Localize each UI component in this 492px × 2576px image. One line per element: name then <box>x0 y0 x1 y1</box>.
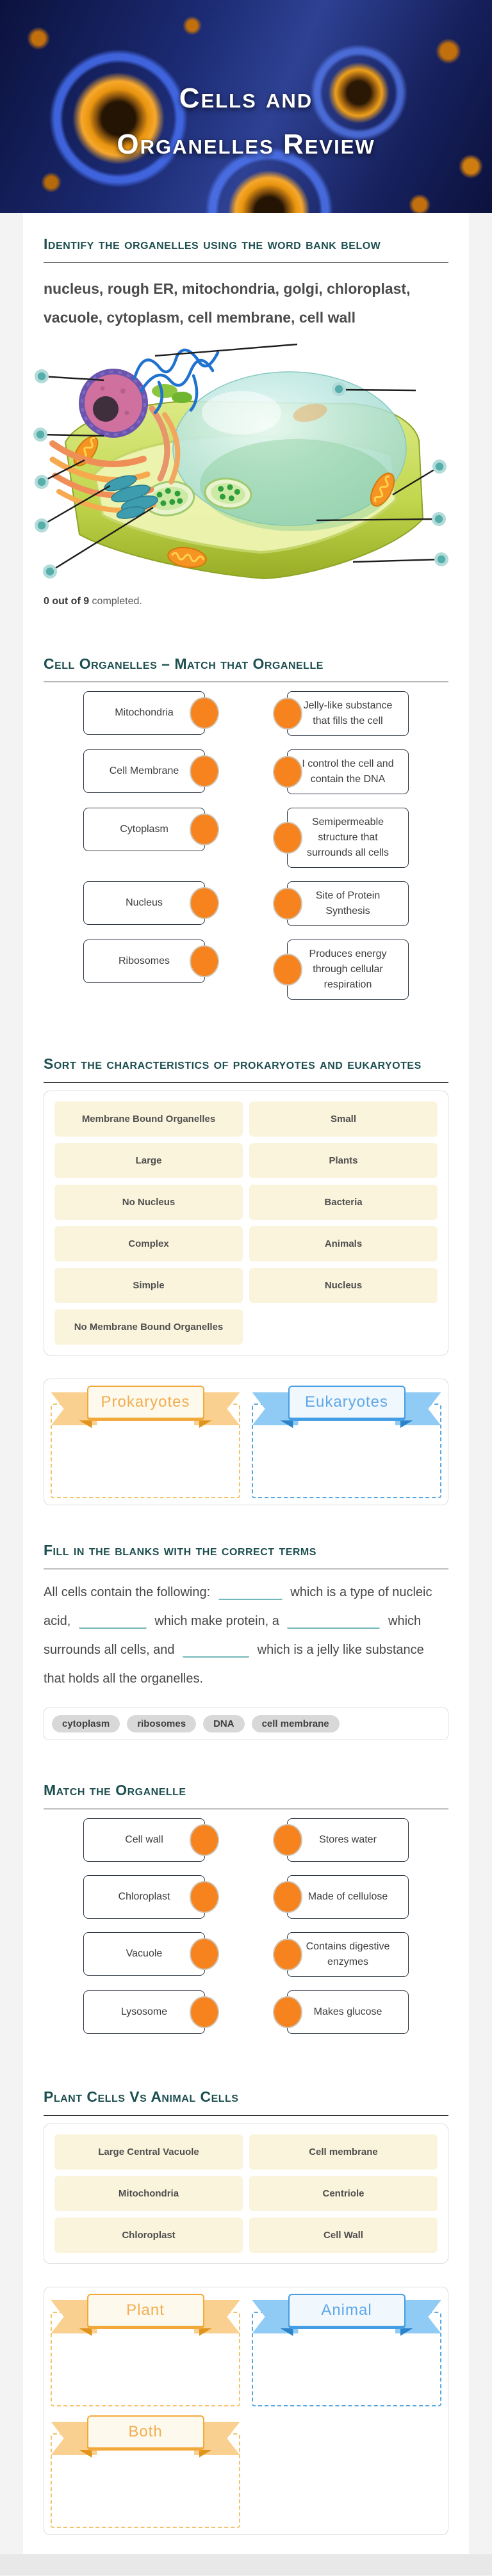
match-row <box>44 1990 448 2034</box>
section-sort-prokaryotes-eukaryotes <box>44 1055 448 1505</box>
bucket-label: Animal <box>288 2294 406 2329</box>
match-definition-label: Makes glucose <box>313 2006 382 2018</box>
match-term-label: Nucleus <box>126 897 163 909</box>
organelle-drop-target[interactable] <box>43 564 57 579</box>
word-chip[interactable]: DNA <box>203 1715 245 1732</box>
section-title-sort1: Sort the characteristics of prokaryotes and eukaryotes <box>44 1055 422 1073</box>
fill-text: which is a type of nucleic acid, <box>44 1585 432 1629</box>
match-definition-card <box>287 1990 409 2034</box>
bucket-label: Both <box>87 2415 204 2451</box>
organelle-drop-target[interactable] <box>432 460 447 474</box>
sort-chip[interactable]: Membrane Bound Organelles <box>54 1101 243 1137</box>
match-term-card <box>83 691 205 735</box>
match-connector-dot[interactable] <box>273 698 302 730</box>
progress-count: 0 out of 9 <box>44 595 90 607</box>
match-definition-label: Stores water <box>319 1834 377 1846</box>
section-title-fill: Fill in the blanks with the correct terms <box>44 1542 316 1559</box>
sort-buckets <box>44 1379 448 1505</box>
match-term-card <box>83 1875 205 1919</box>
fill-text: which is a jelly like substance that holds all the organelles. <box>44 1643 424 1686</box>
match-connector-dot[interactable] <box>273 954 302 986</box>
fill-text: which surrounds all cells, and <box>44 1614 422 1658</box>
worksheet-title-line2: Organelles Review <box>117 128 375 160</box>
match-connector-dot[interactable] <box>190 755 219 787</box>
sort-buckets <box>44 2287 448 2535</box>
match-term-label: Vacuole <box>126 1948 163 1960</box>
bucket-label: Eukaryotes <box>288 1386 406 1421</box>
sort-chip[interactable]: Simple <box>54 1268 243 1303</box>
match-rows <box>44 1818 448 2034</box>
match-term-label: Cytoplasm <box>120 824 168 835</box>
match-term-label: Chloroplast <box>118 1891 170 1903</box>
sort-chip[interactable]: Plants <box>249 1143 438 1178</box>
match-connector-dot[interactable] <box>273 1824 302 1856</box>
match-connector-dot[interactable] <box>273 888 302 920</box>
match-connector-dot[interactable] <box>190 1824 219 1856</box>
match-term-card <box>83 881 205 925</box>
page-bottom-strip <box>0 2554 492 2575</box>
section-title-identify: Identify the organelles using the word bank below <box>44 236 381 252</box>
match-rows <box>44 691 448 1000</box>
match-term-label: Mitochondria <box>115 707 174 719</box>
match-connector-dot[interactable] <box>273 756 302 788</box>
match-row <box>44 1875 448 1919</box>
sort-chip[interactable]: Complex <box>54 1226 243 1261</box>
match-definition-card <box>287 1875 409 1919</box>
fill-word-bank <box>44 1708 448 1740</box>
sort-chip-bank <box>44 1091 448 1356</box>
organelle-drop-target[interactable] <box>434 552 448 566</box>
bucket-ribbon <box>87 2415 204 2451</box>
section-title-sort2: Plant Cells Vs Animal Cells <box>44 2088 239 2106</box>
sort-chip[interactable]: Mitochondria <box>54 2176 243 2211</box>
bucket-label: Plant <box>87 2294 204 2329</box>
organelle-drop-target[interactable] <box>332 382 346 396</box>
fill-blank-input[interactable] <box>287 1614 380 1629</box>
sort-chip[interactable]: Cell membrane <box>249 2134 438 2170</box>
match-connector-dot[interactable] <box>190 1996 219 2028</box>
progress-suffix: completed. <box>89 595 142 607</box>
match-connector-dot[interactable] <box>273 1996 302 2028</box>
sort-chip[interactable]: Small <box>249 1101 438 1137</box>
organelle-drop-target[interactable] <box>35 369 49 383</box>
sort-bucket <box>51 1386 240 1498</box>
sort-chip[interactable]: Chloroplast <box>54 2218 243 2253</box>
bucket-ribbon <box>288 1386 406 1421</box>
worksheet-title <box>0 76 492 167</box>
match-term-label: Lysosome <box>120 2006 168 2018</box>
match-term-label: Cell wall <box>125 1834 163 1846</box>
match-term-card <box>83 1990 205 2034</box>
match-definition-card <box>287 1818 409 1862</box>
title-rule <box>44 2115 448 2116</box>
sort-chip[interactable]: Large <box>54 1143 243 1178</box>
match-term-card <box>83 808 205 851</box>
word-bank-text: nucleus, rough ER, mitochondria, golgi, chloroplast, vacuole, cytoplasm, cell membrane, cell wall <box>44 280 411 326</box>
fill-paragraph <box>44 1578 448 1693</box>
match-row <box>44 881 448 926</box>
match-connector-dot[interactable] <box>190 945 219 977</box>
sort-bucket <box>252 2294 441 2406</box>
match-row <box>44 691 448 736</box>
bucket-ribbon <box>87 2294 204 2329</box>
match-definition-label: I control the cell and contain the DNA <box>302 758 394 785</box>
match-connector-dot[interactable] <box>190 813 219 845</box>
match-definition-label: Jelly-like substance that fills the cell <box>303 700 393 727</box>
fill-text: which make protein, a <box>151 1614 283 1629</box>
organelle-drop-target[interactable] <box>432 512 446 526</box>
match-term-label: Ribosomes <box>118 956 170 967</box>
match-definition-label: Contains digestive enzymes <box>306 1941 390 1968</box>
section-title-match1: Cell Organelles – Match that Organelle <box>44 655 324 672</box>
word-chip[interactable]: ribosomes <box>127 1715 196 1732</box>
bucket-ribbon <box>288 2294 406 2329</box>
sort-bucket <box>51 2415 240 2528</box>
match-definition-card <box>287 808 409 868</box>
section-match-organelle <box>44 1781 448 2034</box>
match-definition-card <box>287 1932 409 1977</box>
section-identify-organelles <box>44 235 448 607</box>
worksheet-header <box>0 0 492 213</box>
match-connector-dot[interactable] <box>190 1881 219 1913</box>
section-fill-blanks <box>44 1541 448 1740</box>
plant-cell-illustration <box>33 341 459 579</box>
bucket-label: Prokaryotes <box>87 1386 204 1421</box>
match-definition-label: Semipermeable structure that surrounds all cells <box>306 817 390 859</box>
match-connector-dot[interactable] <box>190 697 219 729</box>
match-term-label: Cell Membrane <box>109 765 179 777</box>
sort-chip[interactable]: Nucleus <box>249 1268 438 1303</box>
fill-blank-input[interactable] <box>183 1643 249 1658</box>
plant-cell-diagram <box>44 341 448 579</box>
title-rule <box>44 1082 448 1083</box>
match-connector-dot[interactable] <box>273 822 302 854</box>
sort-chip[interactable]: Large Central Vacuole <box>54 2134 243 2170</box>
match-row <box>44 749 448 794</box>
sort-bucket <box>51 2294 240 2406</box>
sort-chip[interactable]: Centriole <box>249 2176 438 2211</box>
fill-text: All cells contain the following: <box>44 1585 214 1600</box>
match-row <box>44 808 448 868</box>
sort-chip[interactable]: Bacteria <box>249 1185 438 1220</box>
section-plant-vs-animal <box>44 2088 448 2535</box>
organelle-drop-target[interactable] <box>35 518 49 532</box>
worksheet-title-line1: Cells and <box>179 83 313 114</box>
match-connector-dot[interactable] <box>273 1881 302 1913</box>
word-chip[interactable]: cell membrane <box>252 1715 340 1732</box>
sort-chip[interactable]: No Membrane Bound Organelles <box>54 1309 243 1345</box>
sort-chip[interactable]: Cell Wall <box>249 2218 438 2253</box>
organelle-drop-target[interactable] <box>35 475 49 489</box>
match-row <box>44 1932 448 1977</box>
sort-chip[interactable]: No Nucleus <box>54 1185 243 1220</box>
match-term-card <box>83 1932 205 1976</box>
fill-blank-input[interactable] <box>218 1585 283 1600</box>
sort-bucket <box>252 1386 441 1498</box>
match-row <box>44 940 448 1000</box>
match-row <box>44 1818 448 1862</box>
organelle-drop-target[interactable] <box>33 428 47 442</box>
section-match-organelle-functions <box>44 655 448 1000</box>
match-definition-label: Site of Protein Synthesis <box>315 890 381 917</box>
match-definition-card <box>287 940 409 1000</box>
sort-chip-bank <box>44 2124 448 2264</box>
match-definition-card <box>287 691 409 736</box>
match-term-card <box>83 1818 205 1862</box>
match-connector-dot[interactable] <box>190 887 219 919</box>
match-connector-dot[interactable] <box>190 1938 219 1970</box>
sort-chip[interactable]: Animals <box>249 1226 438 1261</box>
match-definition-card <box>287 881 409 926</box>
word-chip[interactable]: cytoplasm <box>52 1715 120 1732</box>
match-connector-dot[interactable] <box>273 1939 302 1971</box>
bucket-ribbon <box>87 1386 204 1421</box>
title-rule <box>44 262 448 263</box>
match-definition-label: Produces energy through cellular respiration <box>309 948 387 991</box>
match-definition-label: Made of cellulose <box>308 1891 388 1903</box>
section-title-match2: Match the Organelle <box>44 1782 186 1799</box>
progress-text <box>44 596 448 607</box>
match-term-card <box>83 749 205 793</box>
match-term-card <box>83 940 205 983</box>
fill-blank-input[interactable] <box>79 1614 147 1629</box>
worksheet-card <box>23 213 469 2554</box>
match-definition-card <box>287 749 409 794</box>
